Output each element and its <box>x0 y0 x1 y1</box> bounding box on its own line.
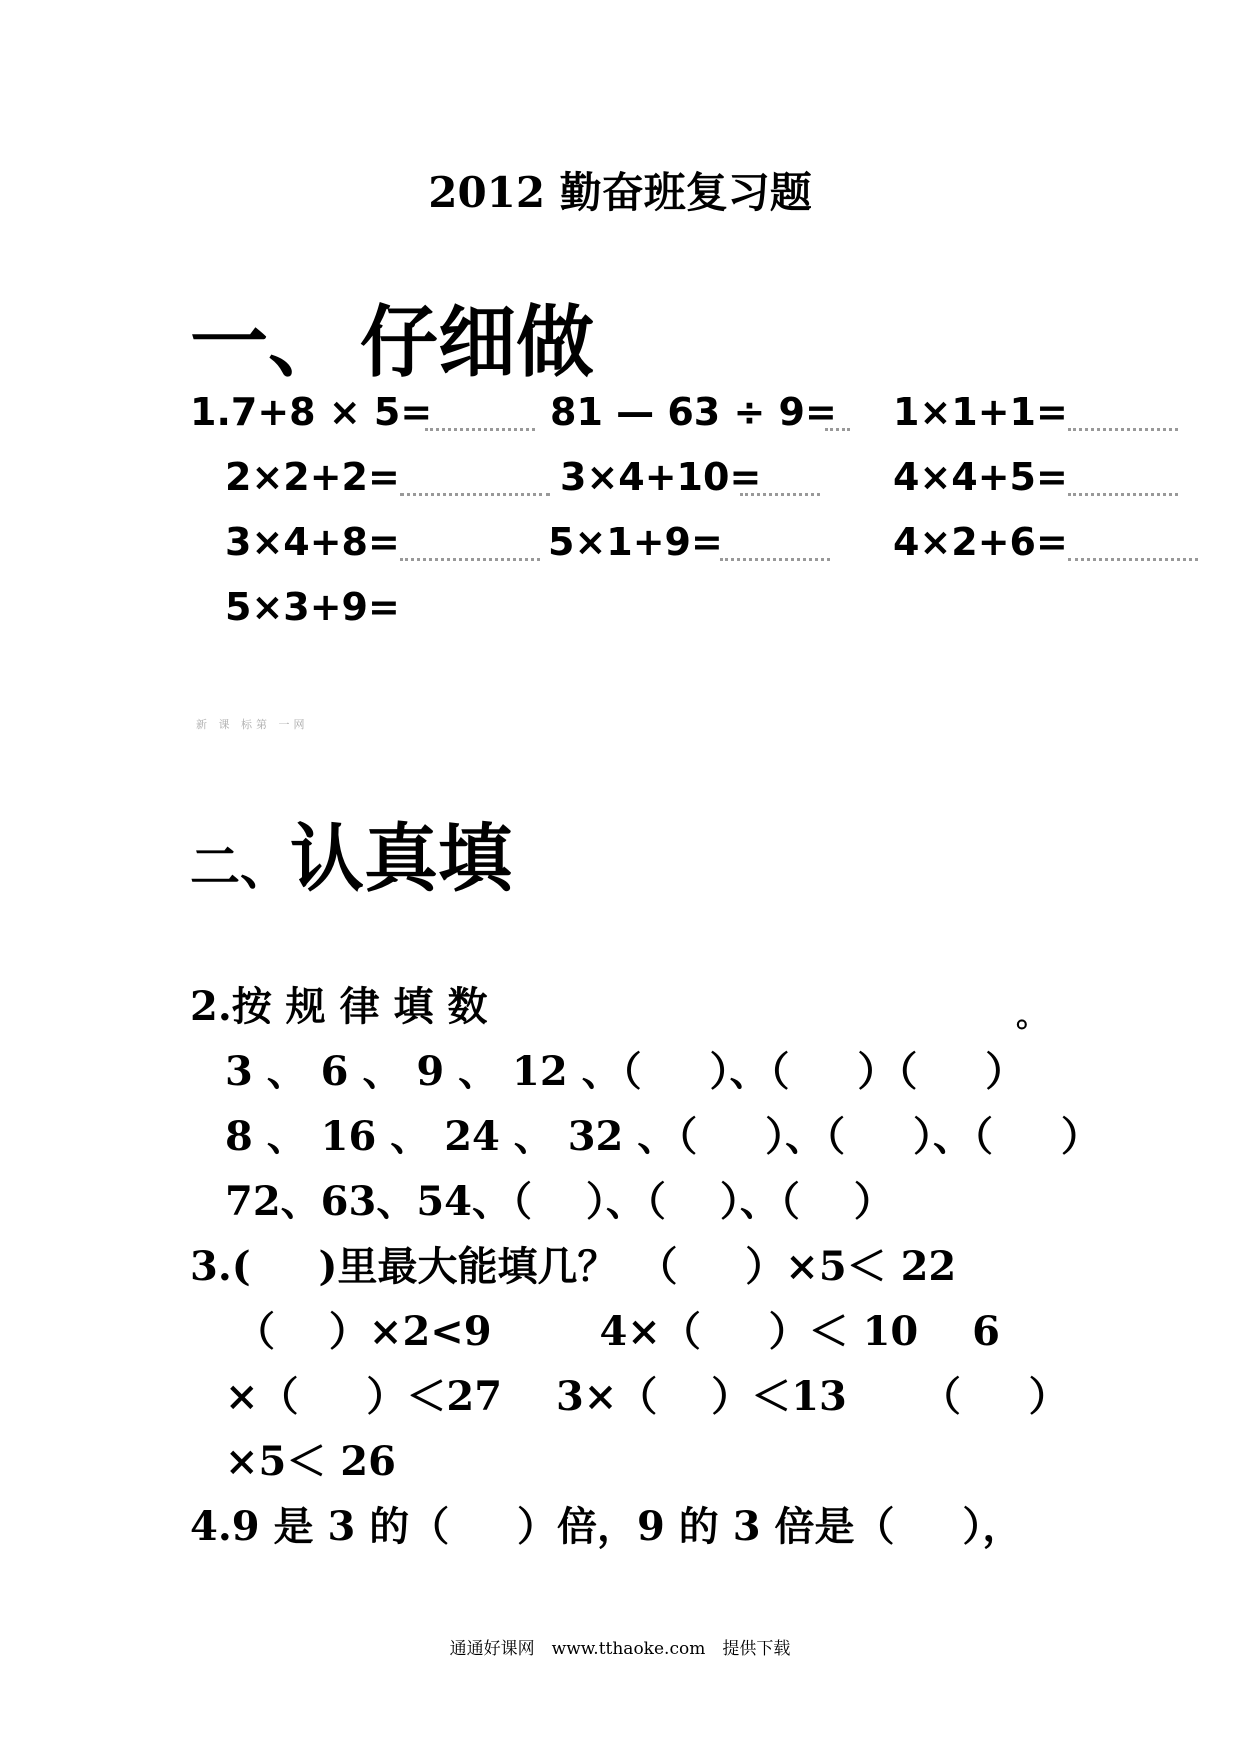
problem-1: 1.7+8 × 5= <box>190 390 433 434</box>
problem-8: 5×1+9= <box>548 520 723 564</box>
section-1-number: 一、 <box>190 298 347 388</box>
problem-7: 3×4+8= <box>225 520 400 564</box>
question-3-line-2: （ ）×2<9 4×（ ）＜ 10 6 <box>235 1308 1001 1355</box>
answer-blank <box>740 493 820 496</box>
answer-blank <box>400 493 550 496</box>
answer-blank <box>1068 558 1198 561</box>
section-1-heading <box>190 280 594 392</box>
question-3-line-1: 3.( )里最大能填几？ （ ）×5＜ 22 <box>190 1243 957 1290</box>
question-3-line-4: ×5＜ 26 <box>225 1438 396 1485</box>
question-2-line-2: 8 、 16 、 24 、 32 、（ ）、（ ）、（ ） <box>225 1113 1101 1160</box>
section-2-heading <box>190 800 512 906</box>
section-2-title: 认真填 <box>290 816 512 902</box>
answer-blank <box>425 428 535 431</box>
faint-watermark-text: 新 课 标第 一网 <box>196 718 309 731</box>
problem-6: 4×4+5= <box>893 455 1068 499</box>
answer-blank <box>1068 428 1178 431</box>
question-2-end-mark: 。 <box>1016 996 1049 1034</box>
answer-blank <box>1068 493 1178 496</box>
question-4: 4.9 是 3 的（ ）倍，9 的 3 倍是（ ）， <box>190 1503 1023 1550</box>
problem-4: 2×2+2= <box>225 455 400 499</box>
answer-blank <box>825 428 850 431</box>
problem-3: 1×1+1= <box>893 390 1068 434</box>
answer-blank <box>720 558 830 561</box>
question-3-line-3: ×（ ）＜27 3×（ ）＜13 （ ） <box>225 1373 1069 1420</box>
answer-blank <box>400 558 540 561</box>
question-2-heading: 2.按 规 律 填 数 <box>190 983 488 1030</box>
problem-5: 3×4+10= <box>560 455 762 499</box>
problem-10: 5×3+9= <box>225 585 400 629</box>
footer-credit: 通通好课网 www.tthaoke.com 提供下载 <box>449 1639 791 1659</box>
section-2-number: 二、 <box>190 838 290 896</box>
question-2-line-3: 72、63、54、（ ）、（ ）、（ ） <box>225 1178 894 1225</box>
problem-2: 81 — 63 ÷ 9= <box>550 390 837 434</box>
page-title: 2012 勤奋班复习题 <box>428 168 812 217</box>
section-1-title: 仔细做 <box>360 298 595 388</box>
problem-9: 4×2+6= <box>893 520 1068 564</box>
question-2-line-1: 3 、 6 、 9 、 12 、（ ）、（ ）（ ） <box>225 1048 1026 1095</box>
